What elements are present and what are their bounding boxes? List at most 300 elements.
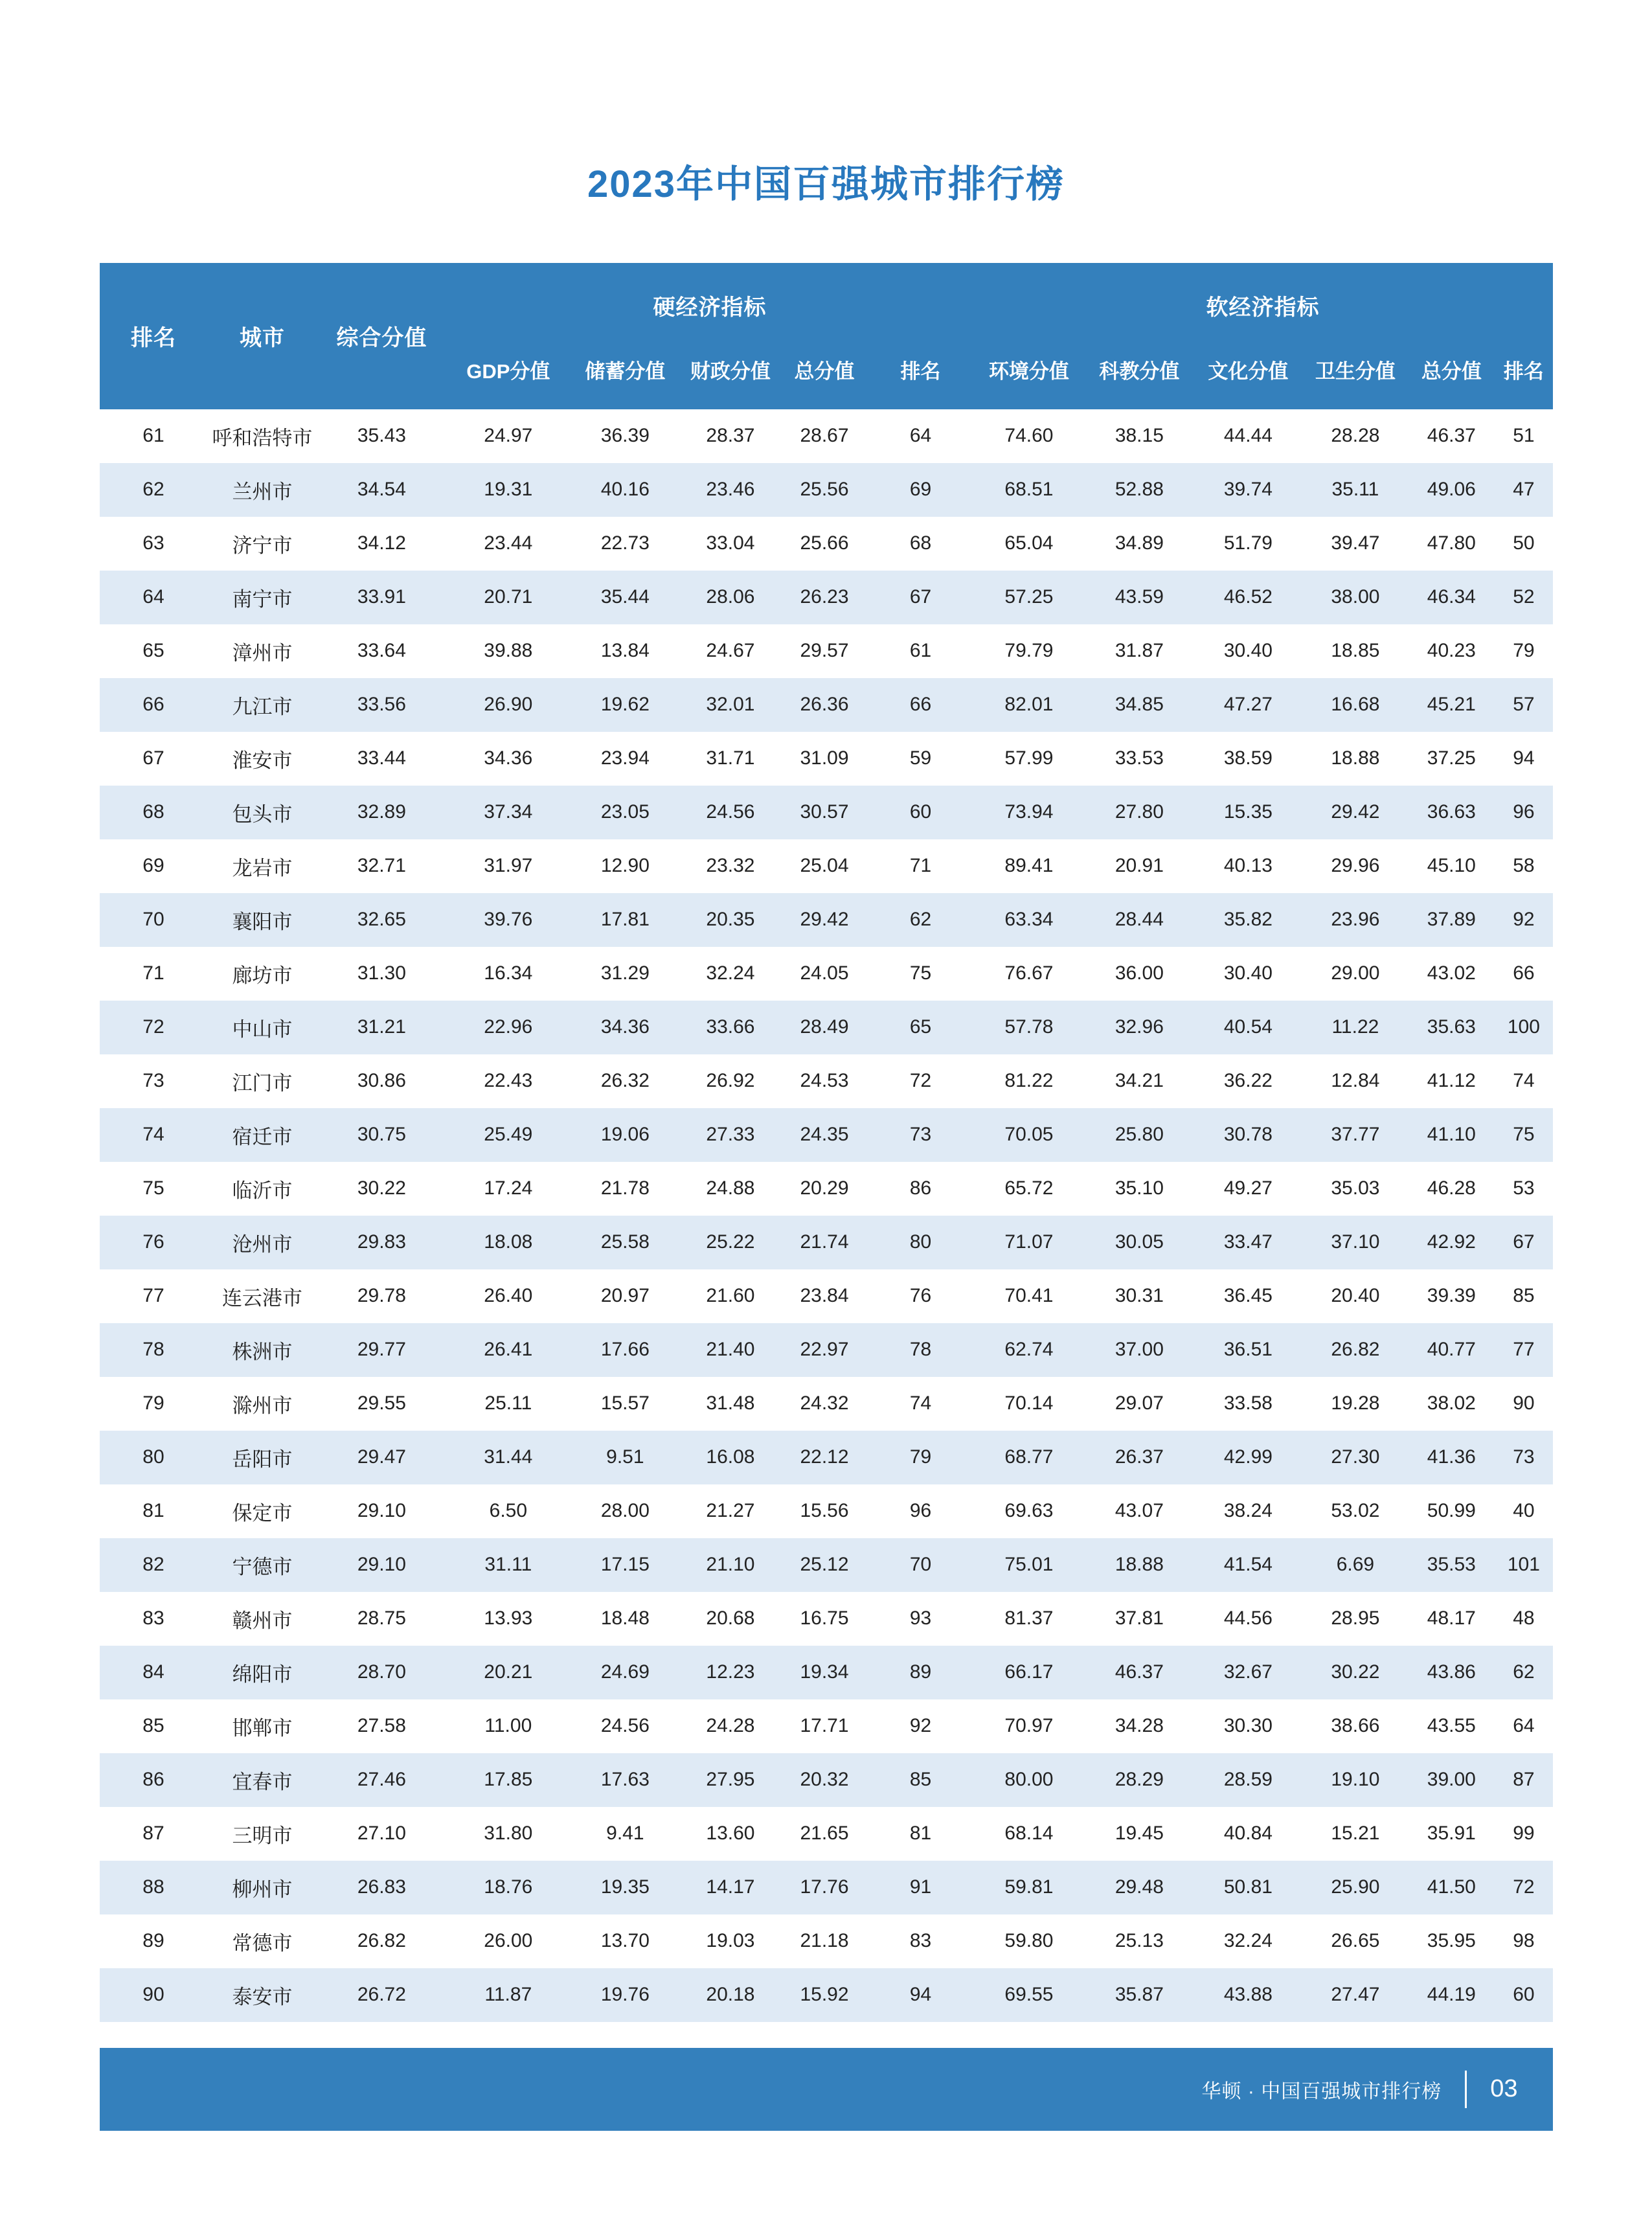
cell-composite-score: 33.64 bbox=[357, 640, 406, 662]
cell-sci-edu-score: 26.37 bbox=[1085, 1431, 1194, 1484]
cell-soft-rank: 50 bbox=[1513, 532, 1535, 554]
cell-savings-score: 13.84 bbox=[600, 640, 650, 662]
cell-rank: 61 bbox=[142, 425, 164, 447]
cell-rank: 80 bbox=[100, 1431, 208, 1484]
cell-composite-score: 28.70 bbox=[317, 1646, 446, 1699]
cell-hard-total-score: 20.32 bbox=[780, 1753, 868, 1807]
cell-soft-rank: 66 bbox=[1513, 962, 1535, 984]
cell-soft-rank: 74 bbox=[1513, 1070, 1535, 1092]
cell-sci-edu-score: 34.21 bbox=[1115, 1070, 1164, 1092]
cell-composite-score: 29.83 bbox=[317, 1216, 446, 1269]
cell-city: 临沂市 bbox=[232, 1179, 293, 1202]
col-header-hard-rank: 排名 bbox=[868, 339, 973, 409]
footer-bar bbox=[100, 2048, 1553, 2131]
cell-sci-edu-score: 25.13 bbox=[1115, 1930, 1164, 1952]
cell-composite-score: 32.89 bbox=[317, 786, 446, 839]
cell-fiscal-score: 24.88 bbox=[706, 1177, 755, 1199]
cell-sci-edu-score: 25.80 bbox=[1085, 1108, 1194, 1162]
cell-composite-score: 26.83 bbox=[317, 1861, 446, 1914]
cell-rank: 68 bbox=[100, 786, 208, 839]
cell-city: 济宁市 bbox=[232, 534, 293, 557]
cell-health-score: 16.68 bbox=[1302, 678, 1408, 732]
cell-env-score: 70.14 bbox=[1004, 1392, 1054, 1414]
cell-gdp-score: 18.76 bbox=[446, 1861, 570, 1914]
cell-sci-edu-score: 32.96 bbox=[1085, 1001, 1194, 1054]
cell-culture-score: 30.78 bbox=[1194, 1108, 1302, 1162]
cell-composite-score: 30.75 bbox=[317, 1108, 446, 1162]
cell-fiscal-score: 25.22 bbox=[680, 1216, 780, 1269]
col-header-savings-score: 储蓄分值 bbox=[570, 339, 680, 409]
cell-sci-edu-score: 30.05 bbox=[1085, 1216, 1194, 1269]
cell-gdp-score: 17.85 bbox=[446, 1753, 570, 1807]
cell-gdp-score: 24.97 bbox=[484, 425, 533, 447]
footer-divider bbox=[1465, 2071, 1467, 2108]
cell-hard-rank: 75 bbox=[909, 962, 932, 984]
cell-city: 兰州市 bbox=[207, 463, 317, 517]
cell-city: 滁州市 bbox=[232, 1394, 293, 1417]
cell-rank: 70 bbox=[100, 893, 208, 947]
cell-savings-score: 22.73 bbox=[600, 532, 650, 554]
cell-hard-rank: 76 bbox=[909, 1285, 932, 1307]
cell-fiscal-score: 19.03 bbox=[706, 1930, 755, 1952]
cell-fiscal-score: 28.06 bbox=[680, 571, 780, 624]
cell-env-score: 82.01 bbox=[973, 678, 1085, 732]
cell-hard-rank: 61 bbox=[909, 640, 932, 662]
cell-fiscal-score: 32.01 bbox=[680, 678, 780, 732]
cell-hard-total-score: 24.05 bbox=[800, 962, 849, 984]
cell-hard-total-score: 15.56 bbox=[800, 1500, 849, 1522]
cell-city: 九江市 bbox=[207, 678, 317, 732]
table-row bbox=[100, 1861, 1553, 1914]
cell-soft-rank: 53 bbox=[1513, 1177, 1535, 1199]
cell-gdp-score: 16.34 bbox=[484, 962, 533, 984]
cell-hard-total-score: 28.49 bbox=[780, 1001, 868, 1054]
col-header-fiscal-score: 财政分值 bbox=[680, 339, 780, 409]
cell-health-score: 20.40 bbox=[1331, 1285, 1380, 1307]
cell-fiscal-score: 24.28 bbox=[706, 1715, 755, 1737]
cell-rank: 84 bbox=[100, 1646, 208, 1699]
cell-hard-rank: 68 bbox=[909, 532, 932, 554]
cell-fiscal-score: 21.10 bbox=[680, 1538, 780, 1592]
cell-city: 江门市 bbox=[232, 1071, 293, 1095]
cell-fiscal-score: 27.33 bbox=[680, 1108, 780, 1162]
cell-gdp-score: 22.43 bbox=[484, 1070, 533, 1092]
cell-soft-total-score: 46.37 bbox=[1427, 425, 1476, 447]
cell-soft-rank: 72 bbox=[1495, 1861, 1552, 1914]
cell-gdp-score: 37.34 bbox=[446, 786, 570, 839]
table-row bbox=[100, 1646, 1553, 1699]
cell-sci-edu-score: 30.31 bbox=[1115, 1285, 1164, 1307]
cell-hard-rank: 91 bbox=[868, 1861, 973, 1914]
cell-health-score: 29.00 bbox=[1331, 962, 1380, 984]
cell-rank: 81 bbox=[142, 1500, 164, 1522]
cell-savings-score: 17.81 bbox=[570, 893, 680, 947]
cell-soft-total-score: 44.19 bbox=[1408, 1968, 1495, 2022]
cell-city: 保定市 bbox=[232, 1501, 293, 1525]
cell-composite-score: 27.46 bbox=[317, 1753, 446, 1807]
cell-soft-rank: 98 bbox=[1513, 1930, 1535, 1952]
table-row bbox=[100, 732, 1553, 786]
cell-gdp-score: 39.76 bbox=[446, 893, 570, 947]
table-row bbox=[100, 1269, 1553, 1323]
col-header-hard-total-score: 总分值 bbox=[780, 339, 868, 409]
cell-health-score: 35.03 bbox=[1331, 1177, 1380, 1199]
cell-city: 宜春市 bbox=[207, 1753, 317, 1807]
cell-soft-total-score: 41.10 bbox=[1408, 1108, 1495, 1162]
cell-city: 连云港市 bbox=[221, 1286, 302, 1310]
cell-gdp-score: 26.00 bbox=[484, 1930, 533, 1952]
col-header-city: 城市 bbox=[207, 263, 317, 409]
cell-soft-rank: 58 bbox=[1513, 855, 1535, 877]
cell-culture-score: 33.47 bbox=[1194, 1216, 1302, 1269]
cell-sci-edu-score: 28.29 bbox=[1085, 1753, 1194, 1807]
cell-soft-total-score: 45.21 bbox=[1408, 678, 1495, 732]
cell-soft-rank: 73 bbox=[1495, 1431, 1552, 1484]
cell-env-score: 68.51 bbox=[973, 463, 1085, 517]
cell-composite-score: 27.58 bbox=[357, 1715, 406, 1737]
cell-soft-total-score: 46.28 bbox=[1427, 1177, 1476, 1199]
cell-hard-total-score: 24.53 bbox=[800, 1070, 849, 1092]
table-row bbox=[100, 1968, 1553, 2022]
cell-hard-total-score: 17.76 bbox=[780, 1861, 868, 1914]
cell-city: 包头市 bbox=[207, 786, 317, 839]
cell-composite-score: 30.22 bbox=[357, 1177, 406, 1199]
footer-page-number: 03 bbox=[1490, 2075, 1518, 2103]
cell-soft-rank: 101 bbox=[1495, 1538, 1552, 1592]
cell-composite-score: 33.44 bbox=[357, 747, 406, 769]
cell-hard-total-score: 24.35 bbox=[780, 1108, 868, 1162]
cell-hard-rank: 96 bbox=[909, 1500, 932, 1522]
cell-culture-score: 36.51 bbox=[1194, 1323, 1302, 1377]
cell-savings-score: 24.56 bbox=[600, 1715, 650, 1737]
cell-culture-score: 39.74 bbox=[1194, 463, 1302, 517]
cell-savings-score: 20.97 bbox=[600, 1285, 650, 1307]
cell-composite-score: 29.10 bbox=[357, 1500, 406, 1522]
cell-hard-total-score: 24.32 bbox=[800, 1392, 849, 1414]
cell-savings-score: 12.90 bbox=[600, 855, 650, 877]
cell-health-score: 15.21 bbox=[1331, 1823, 1380, 1845]
cell-savings-score: 9.51 bbox=[570, 1431, 680, 1484]
cell-composite-score: 30.86 bbox=[357, 1070, 406, 1092]
cell-culture-score: 35.82 bbox=[1194, 893, 1302, 947]
cell-city: 株洲市 bbox=[207, 1323, 317, 1377]
cell-city: 宁德市 bbox=[207, 1538, 317, 1592]
cell-soft-rank: 48 bbox=[1513, 1607, 1535, 1630]
cell-sci-edu-score: 31.87 bbox=[1115, 640, 1164, 662]
table-row bbox=[100, 1108, 1553, 1162]
cell-gdp-score: 25.49 bbox=[446, 1108, 570, 1162]
table-row bbox=[100, 1054, 1553, 1108]
cell-savings-score: 23.05 bbox=[570, 786, 680, 839]
cell-hard-rank: 92 bbox=[909, 1715, 932, 1737]
cell-health-score: 25.90 bbox=[1302, 1861, 1408, 1914]
cell-savings-score: 24.69 bbox=[570, 1646, 680, 1699]
cell-soft-rank: 90 bbox=[1513, 1392, 1535, 1414]
cell-savings-score: 18.48 bbox=[600, 1607, 650, 1630]
table-row bbox=[100, 1699, 1553, 1753]
cell-soft-total-score: 37.89 bbox=[1408, 893, 1495, 947]
cell-hard-total-score: 15.92 bbox=[780, 1968, 868, 2022]
cell-rank: 90 bbox=[100, 1968, 208, 2022]
cell-env-score: 62.74 bbox=[973, 1323, 1085, 1377]
cell-gdp-score: 22.96 bbox=[446, 1001, 570, 1054]
cell-env-score: 66.17 bbox=[973, 1646, 1085, 1699]
cell-health-score: 37.77 bbox=[1302, 1108, 1408, 1162]
table-row bbox=[100, 1162, 1553, 1216]
col-header-soft-total-score: 总分值 bbox=[1408, 339, 1495, 409]
cell-soft-total-score: 49.06 bbox=[1408, 463, 1495, 517]
cell-hard-total-score: 29.42 bbox=[780, 893, 868, 947]
cell-env-score: 74.60 bbox=[1004, 425, 1054, 447]
cell-rank: 78 bbox=[100, 1323, 208, 1377]
cell-hard-total-score: 21.18 bbox=[800, 1930, 849, 1952]
cell-hard-rank: 80 bbox=[868, 1216, 973, 1269]
cell-city: 南宁市 bbox=[207, 571, 317, 624]
table-row bbox=[100, 947, 1553, 1001]
cell-health-score: 12.84 bbox=[1331, 1070, 1380, 1092]
cell-env-score: 65.72 bbox=[1004, 1177, 1054, 1199]
cell-hard-total-score: 21.65 bbox=[800, 1823, 849, 1845]
cell-savings-score: 15.57 bbox=[600, 1392, 650, 1414]
cell-gdp-score: 34.36 bbox=[484, 747, 533, 769]
cell-soft-total-score: 48.17 bbox=[1427, 1607, 1476, 1630]
cell-savings-score: 26.32 bbox=[600, 1070, 650, 1092]
cell-city: 绵阳市 bbox=[207, 1646, 317, 1699]
group-header-soft-economy: 软经济指标 bbox=[973, 263, 1553, 339]
cell-gdp-score: 20.21 bbox=[446, 1646, 570, 1699]
cell-soft-total-score: 35.95 bbox=[1427, 1930, 1476, 1952]
cell-health-score: 38.66 bbox=[1331, 1715, 1380, 1737]
page-title: 2023年中国百强城市排行榜 bbox=[587, 163, 1065, 205]
group-header-hard-economy: 硬经济指标 bbox=[446, 263, 973, 339]
cell-culture-score: 44.44 bbox=[1223, 425, 1273, 447]
cell-fiscal-score: 12.23 bbox=[680, 1646, 780, 1699]
cell-composite-score: 27.10 bbox=[357, 1823, 406, 1845]
cell-hard-total-score: 29.57 bbox=[800, 640, 849, 662]
cell-fiscal-score: 23.46 bbox=[680, 463, 780, 517]
cell-savings-score: 19.06 bbox=[570, 1108, 680, 1162]
cell-env-score: 59.80 bbox=[1004, 1930, 1054, 1952]
table-row bbox=[100, 1538, 1553, 1592]
col-header-rank: 排名 bbox=[100, 263, 208, 409]
table-row bbox=[100, 1753, 1553, 1807]
cell-env-score: 71.07 bbox=[973, 1216, 1085, 1269]
col-header-env-score: 环境分值 bbox=[973, 339, 1085, 409]
cell-soft-total-score: 36.63 bbox=[1408, 786, 1495, 839]
cell-fiscal-score: 20.35 bbox=[680, 893, 780, 947]
table-row bbox=[100, 1001, 1553, 1054]
cell-sci-edu-score: 37.81 bbox=[1115, 1607, 1164, 1630]
cell-hard-total-score: 28.67 bbox=[800, 425, 849, 447]
cell-health-score: 35.11 bbox=[1302, 463, 1408, 517]
cell-savings-score: 28.00 bbox=[600, 1500, 650, 1522]
cell-sci-edu-score: 35.10 bbox=[1115, 1177, 1164, 1199]
cell-city: 龙岩市 bbox=[232, 856, 293, 880]
header-row-groups bbox=[100, 263, 1553, 339]
cell-culture-score: 49.27 bbox=[1223, 1177, 1273, 1199]
cell-fiscal-score: 31.71 bbox=[706, 747, 755, 769]
cell-composite-score: 32.71 bbox=[357, 855, 406, 877]
cell-soft-total-score: 42.92 bbox=[1408, 1216, 1495, 1269]
cell-health-score: 26.82 bbox=[1302, 1323, 1408, 1377]
cell-rank: 85 bbox=[142, 1715, 164, 1737]
cell-culture-score: 33.58 bbox=[1223, 1392, 1273, 1414]
cell-composite-score: 34.54 bbox=[317, 463, 446, 517]
cell-hard-rank: 72 bbox=[909, 1070, 932, 1092]
cell-gdp-score: 20.71 bbox=[446, 571, 570, 624]
cell-sci-edu-score: 35.87 bbox=[1085, 1968, 1194, 2022]
cell-culture-score: 36.22 bbox=[1223, 1070, 1273, 1092]
cell-sci-edu-score: 37.00 bbox=[1085, 1323, 1194, 1377]
cell-env-score: 69.55 bbox=[973, 1968, 1085, 2022]
cell-gdp-score: 25.11 bbox=[484, 1392, 532, 1414]
cell-culture-score: 32.67 bbox=[1194, 1646, 1302, 1699]
cell-hard-total-score: 25.12 bbox=[780, 1538, 868, 1592]
cell-soft-rank: 92 bbox=[1495, 893, 1552, 947]
cell-env-score: 57.78 bbox=[973, 1001, 1085, 1054]
cell-city: 邯郸市 bbox=[232, 1716, 293, 1740]
cell-fiscal-score: 26.92 bbox=[706, 1070, 755, 1092]
col-header-health-score: 卫生分值 bbox=[1302, 339, 1408, 409]
cell-sci-edu-score: 18.88 bbox=[1085, 1538, 1194, 1592]
cell-health-score: 39.47 bbox=[1331, 532, 1380, 554]
cell-env-score: 65.04 bbox=[1004, 532, 1054, 554]
cell-health-score: 18.85 bbox=[1331, 640, 1380, 662]
cell-soft-total-score: 38.02 bbox=[1427, 1392, 1476, 1414]
cell-soft-rank: 75 bbox=[1495, 1108, 1552, 1162]
cell-gdp-score: 23.44 bbox=[484, 532, 533, 554]
cell-culture-score: 38.59 bbox=[1223, 747, 1273, 769]
cell-fiscal-score: 33.66 bbox=[680, 1001, 780, 1054]
cell-savings-score: 17.15 bbox=[570, 1538, 680, 1592]
cell-composite-score: 28.75 bbox=[357, 1607, 406, 1630]
cell-composite-score: 29.47 bbox=[317, 1431, 446, 1484]
cell-soft-rank: 94 bbox=[1513, 747, 1535, 769]
table-row bbox=[100, 839, 1553, 893]
cell-health-score: 18.88 bbox=[1331, 747, 1380, 769]
cell-composite-score: 33.91 bbox=[317, 571, 446, 624]
cell-gdp-score: 26.90 bbox=[446, 678, 570, 732]
cell-culture-score: 47.27 bbox=[1194, 678, 1302, 732]
cell-soft-rank: 57 bbox=[1495, 678, 1552, 732]
cell-soft-total-score: 39.00 bbox=[1408, 1753, 1495, 1807]
cell-savings-score: 35.44 bbox=[570, 571, 680, 624]
cell-rank: 76 bbox=[100, 1216, 208, 1269]
cell-city: 岳阳市 bbox=[207, 1431, 317, 1484]
cell-sci-edu-score: 43.07 bbox=[1115, 1500, 1164, 1522]
table-row bbox=[100, 409, 1553, 463]
cell-soft-total-score: 47.80 bbox=[1427, 532, 1476, 554]
cell-hard-rank: 64 bbox=[909, 425, 932, 447]
cell-health-score: 28.28 bbox=[1331, 425, 1380, 447]
cell-city: 襄阳市 bbox=[207, 893, 317, 947]
cell-savings-score: 19.76 bbox=[570, 1968, 680, 2022]
cell-hard-total-score: 25.04 bbox=[800, 855, 849, 877]
cell-sci-edu-score: 52.88 bbox=[1085, 463, 1194, 517]
cell-savings-score: 17.66 bbox=[570, 1323, 680, 1377]
cell-sci-edu-score: 34.89 bbox=[1115, 532, 1164, 554]
cell-savings-score: 13.70 bbox=[600, 1930, 650, 1952]
cell-gdp-score: 13.93 bbox=[484, 1607, 533, 1630]
cell-sci-edu-score: 28.44 bbox=[1085, 893, 1194, 947]
cell-soft-rank: 99 bbox=[1513, 1823, 1535, 1845]
cell-savings-score: 9.41 bbox=[606, 1823, 644, 1845]
cell-hard-total-score: 22.97 bbox=[780, 1323, 868, 1377]
cell-composite-score: 35.43 bbox=[357, 425, 406, 447]
cell-rank: 88 bbox=[100, 1861, 208, 1914]
cell-health-score: 19.28 bbox=[1331, 1392, 1380, 1414]
cell-env-score: 63.34 bbox=[973, 893, 1085, 947]
cell-hard-rank: 85 bbox=[868, 1753, 973, 1807]
cell-hard-total-score: 30.57 bbox=[780, 786, 868, 839]
cell-health-score: 29.96 bbox=[1331, 855, 1380, 877]
cell-gdp-score: 18.08 bbox=[446, 1216, 570, 1269]
cell-fiscal-score: 28.37 bbox=[706, 425, 755, 447]
cell-gdp-score: 19.31 bbox=[446, 463, 570, 517]
cell-soft-total-score: 37.25 bbox=[1427, 747, 1476, 769]
cell-env-score: 70.41 bbox=[1004, 1285, 1054, 1307]
cell-env-score: 70.97 bbox=[1004, 1715, 1054, 1737]
cell-city: 沧州市 bbox=[207, 1216, 317, 1269]
cell-env-score: 68.14 bbox=[1004, 1823, 1054, 1845]
cell-soft-rank: 77 bbox=[1495, 1323, 1552, 1377]
cell-env-score: 57.25 bbox=[973, 571, 1085, 624]
cell-hard-total-score: 21.74 bbox=[780, 1216, 868, 1269]
cell-hard-rank: 59 bbox=[909, 747, 932, 769]
cell-rank: 71 bbox=[142, 962, 164, 984]
cell-fiscal-score: 14.17 bbox=[680, 1861, 780, 1914]
cell-gdp-score: 31.80 bbox=[484, 1823, 533, 1845]
cell-savings-score: 19.62 bbox=[570, 678, 680, 732]
cell-composite-score: 29.77 bbox=[317, 1323, 446, 1377]
cell-culture-score: 40.54 bbox=[1194, 1001, 1302, 1054]
cell-city: 柳州市 bbox=[207, 1861, 317, 1914]
cell-composite-score: 29.10 bbox=[317, 1538, 446, 1592]
cell-gdp-score: 31.44 bbox=[446, 1431, 570, 1484]
cell-hard-rank: 86 bbox=[909, 1177, 932, 1199]
cell-health-score: 26.65 bbox=[1331, 1930, 1380, 1952]
cell-culture-score: 28.59 bbox=[1194, 1753, 1302, 1807]
cell-gdp-score: 26.40 bbox=[484, 1285, 533, 1307]
table-row bbox=[100, 1377, 1553, 1431]
cell-composite-score: 33.56 bbox=[317, 678, 446, 732]
cell-soft-rank: 52 bbox=[1495, 571, 1552, 624]
cell-sci-edu-score: 29.07 bbox=[1115, 1392, 1164, 1414]
cell-culture-score: 50.81 bbox=[1194, 1861, 1302, 1914]
cell-env-score: 69.63 bbox=[1004, 1500, 1054, 1522]
cell-culture-score: 44.56 bbox=[1223, 1607, 1273, 1630]
cell-hard-total-score: 26.23 bbox=[780, 571, 868, 624]
cell-fiscal-score: 31.48 bbox=[706, 1392, 755, 1414]
cell-city: 呼和浩特市 bbox=[212, 426, 313, 449]
cell-city: 泰安市 bbox=[207, 1968, 317, 2022]
cell-rank: 74 bbox=[100, 1108, 208, 1162]
cell-gdp-score: 31.97 bbox=[484, 855, 533, 877]
col-header-culture-score: 文化分值 bbox=[1194, 339, 1302, 409]
cell-env-score: 73.94 bbox=[973, 786, 1085, 839]
cell-health-score: 23.96 bbox=[1302, 893, 1408, 947]
cell-soft-rank: 64 bbox=[1513, 1715, 1535, 1737]
cell-rank: 89 bbox=[142, 1930, 164, 1952]
cell-env-score: 76.67 bbox=[1004, 962, 1054, 984]
cell-soft-total-score: 35.91 bbox=[1427, 1823, 1476, 1845]
cell-rank: 72 bbox=[100, 1001, 208, 1054]
cell-hard-total-score: 19.34 bbox=[780, 1646, 868, 1699]
cell-rank: 67 bbox=[142, 747, 164, 769]
cell-fiscal-score: 20.68 bbox=[706, 1607, 755, 1630]
cell-savings-score: 23.94 bbox=[600, 747, 650, 769]
cell-health-score: 6.69 bbox=[1302, 1538, 1408, 1592]
